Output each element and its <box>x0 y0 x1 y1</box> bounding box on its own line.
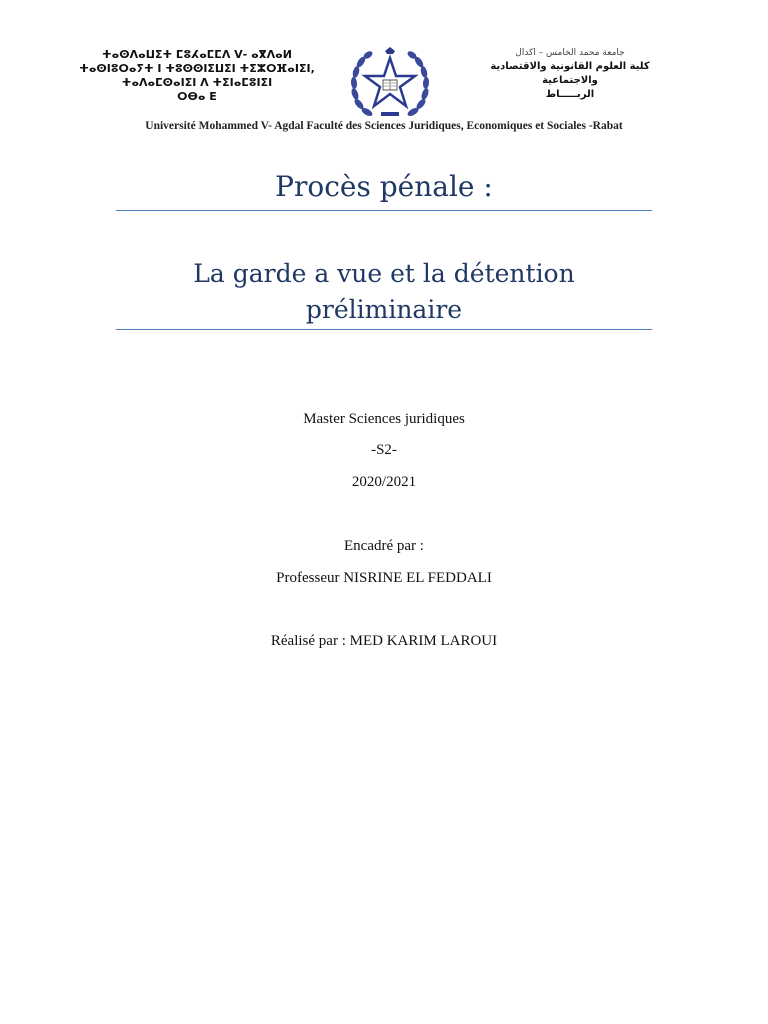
master-program: Master Sciences juridiques <box>303 411 465 427</box>
arabic-line: جامعة محمد الخامس – اكدال <box>515 48 625 58</box>
supervised-by-label: Encadré par : <box>344 538 424 554</box>
author-line: Réalisé par : MED KARIM LAROUI <box>270 633 498 649</box>
semester: -S2- <box>371 442 397 458</box>
arabic-line: الربـــــاط <box>545 89 595 100</box>
arabic-line: كلية العلوم القانونية والاقتصادية والاجتماعية <box>490 61 650 86</box>
document-title: Procès pénale : <box>275 170 493 203</box>
document-subtitle: La garde a vue et la détention préliminaire <box>193 259 575 324</box>
tifinagh-line: ⵔⴱⴰ ⴹ <box>177 90 217 103</box>
title-divider <box>116 210 652 211</box>
arabic-university-name <box>470 46 670 102</box>
tifinagh-line: ⵜⴰⴷⴰⵎⵙⴰⵏⵉⵏ ⴷ ⵜⵉⵏⴰⵎⵓⵏⵉⵏ <box>121 76 273 89</box>
subtitle-divider <box>116 329 652 330</box>
page-header <box>0 0 768 140</box>
tifinagh-university-name <box>72 48 322 104</box>
tifinagh-line: ⵜⴰⵙⵏⵓⵔⴰⵢⵜ ⵏ ⵜⵓⵙⵙⵏⵉⵡⵉⵏ ⵜⵉⵣⵔⴼⴰⵏⵉⵏ, <box>79 62 315 75</box>
university-emblem-icon <box>345 46 435 122</box>
university-faculty-line: Université Mohammed V- Agdal Faculté des Sciences Juridiques, Economiques et Sociales -Rabat <box>145 120 623 132</box>
tifinagh-line: ⵜⴰⵙⴷⴰⵡⵉⵜ ⵎⵓⵃⴰⵎⵎⴷ Ⅴ- ⴰⴳⴷⴰⵍ <box>102 48 292 61</box>
professor-name: Professeur NISRINE EL FEDDALI <box>276 570 492 586</box>
academic-year: 2020/2021 <box>351 474 417 490</box>
